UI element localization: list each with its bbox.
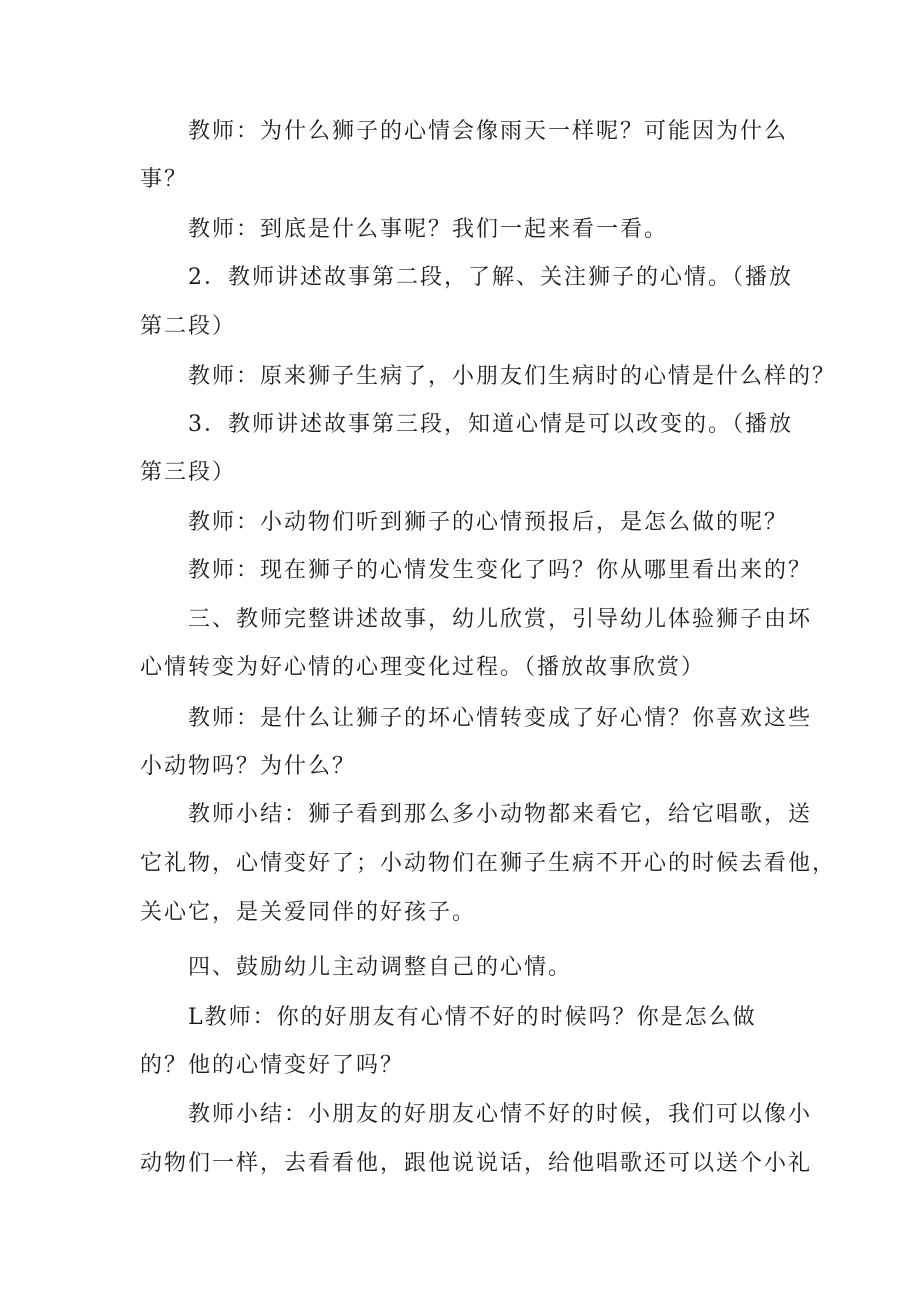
paragraph-line: 2．教师讲述故事第二段，了解、关注狮子的心情。（播放 [188, 265, 793, 290]
paragraph-line: 的？他的心情变好了吗？ [140, 1053, 405, 1078]
paragraph-line: 第三段） [140, 460, 237, 485]
paragraph-line: 教师小结：小朋友的好朋友心情不好的时候，我们可以像小 [188, 1102, 813, 1127]
paragraph-line: 动物们一样，去看看他，跟他说说话，给他唱歌还可以送个小礼 [140, 1151, 813, 1176]
paragraph-line: 心情转变为好心情的心理变化过程。（播放故事欣赏） [140, 655, 706, 680]
paragraph-line: 三、教师完整讲述故事，幼儿欣赏，引导幼儿体验狮子由坏 [188, 607, 813, 632]
paragraph-line: 第二段） [140, 314, 237, 339]
paragraph-line: 小动物吗？为什么？ [140, 754, 357, 779]
paragraph-line: 教师：是什么让狮子的坏心情转变成了好心情？你喜欢这些 [188, 706, 813, 731]
paragraph-line: 教师：为什么狮子的心情会像雨天一样呢？可能因为什么 [188, 119, 789, 144]
paragraph-line: L教师：你的好朋友有心情不好的时候吗？你是怎么做 [188, 1005, 757, 1030]
paragraph-line: 四、鼓励幼儿主动调整自己的心情。 [188, 955, 573, 980]
paragraph-line: 教师：小动物们听到狮子的心情预报后，是怎么做的呢？ [188, 510, 789, 535]
paragraph-line: 事？ [140, 167, 189, 192]
paragraph-line: 教师：到底是什么事呢？我们一起来看一看。 [188, 217, 669, 242]
paragraph-line: 教师小结：狮子看到那么多小动物都来看它，给它唱歌，送 [188, 802, 813, 827]
paragraph-line: 教师：原来狮子生病了，小朋友们生病时的心情是什么样的？ [188, 364, 837, 389]
paragraph-line: 3．教师讲述故事第三段，知道心情是可以改变的。（播放 [188, 412, 793, 437]
paragraph-line: 关心它，是关爱同伴的好孩子。 [140, 900, 477, 925]
paragraph-line: 教师：现在狮子的心情发生变化了吗？你从哪里看出来的？ [188, 558, 813, 583]
paragraph-line: 它礼物，心情变好了；小动物们在狮子生病不开心的时候去看他， [140, 851, 837, 876]
